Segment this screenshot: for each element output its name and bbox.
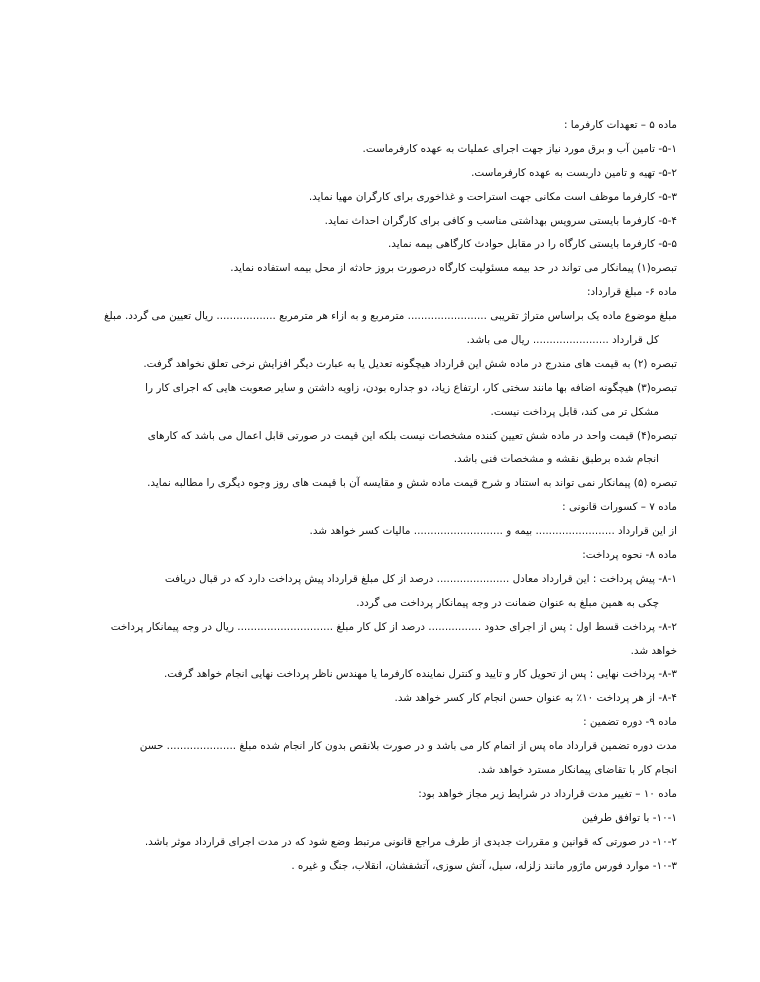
clause-10-2: ۱۰-۲- در صورتی که قوانین و مقررات جدیدی از طرف مراجع قانونی مرتبط وضع شود که در مدت اجرای قرارداد موثر باشد. (144, 835, 677, 848)
heading-article-5: ماده ۵ – تعهدات کارفرما : (564, 119, 677, 131)
contract-text (95, 114, 677, 879)
article-9-text-line-2: انجام کار با تقاضای پیمانکار مسترد خواهد شد. (477, 764, 677, 777)
clause-5-2: ۵-۲- تهیه و تامین داربست به عهده کارفرماست. (471, 166, 677, 179)
article-6-text-line-1: مبلغ موضوع ماده یک براساس متراژ تقریبی ........................ مترمربع و به ازاء هر مترمربع .................. ریال تعیین می گردد. مبلغ (104, 310, 677, 323)
clause-8-4: ۸-۴- از هر پرداخت ۱۰٪ به عنوان حسن انجام کار کسر خواهد شد. (394, 692, 677, 705)
note-4-line-1: تبصره(۴) قیمت واحد در ماده شش تعیین کننده مشخصات نیست بلکه این قیمت در صورتی قابل اعمال می باشد که کارهای (147, 429, 677, 442)
article-6-text-line-2: کل قرارداد ....................... ریال می باشد. (466, 334, 659, 347)
heading-article-6: ماده ۶- مبلغ قرارداد: (587, 286, 677, 299)
note-3-line-2: مشکل تر می کند، قابل پرداخت نیست. (490, 405, 659, 418)
clause-5-4: ۵-۴- کارفرما بایستی سرویس بهداشتی مناسب و کافی برای کارگران احداث نماید. (324, 214, 677, 227)
article-7-text: از این قرارداد ........................ بیمه و ........................... مالیات کسر خواهد شد. (309, 525, 677, 538)
heading-article-7: ماده ۷ – کسورات قانونی : (562, 501, 677, 514)
clause-8-1-line-2: چکی به همین مبلغ به عنوان ضمانت در وجه پیمانکار پرداخت می گردد. (356, 596, 659, 609)
note-1: تبصره(۱) پیمانکار می تواند در حد بیمه مسئولیت کارگاه درصورت بروز حادثه از محل بیمه استفاده نماید. (230, 262, 677, 275)
heading-article-9: ماده ۹- دوره تضمین : (583, 716, 677, 729)
clause-5-1: ۵-۱- تامین آب و برق مورد نیاز جهت اجرای عملیات به عهده کارفرماست. (362, 142, 677, 155)
clause-5-5: ۵-۵- کارفرما بایستی کارگاه را در مقابل حوادث کارگاهی بیمه نماید. (387, 238, 677, 251)
clause-10-3: ۱۰-۳- موارد فورس ماژور مانند زلزله، سیل، آتش سوزی، آتشفشان، انقلاب، جنگ و غیره . (291, 859, 677, 872)
clause-10-1: ۱۰-۱- با توافق طرفین (581, 811, 677, 824)
clause-8-2-line-1: ۸-۲- پرداخت قسط اول : پس از اجرای حدود ................ درصد از کل کار مبلغ ............................. ریال در وجه پیمانکار پرداخت (110, 620, 677, 633)
clause-8-2-line-2: خواهد شد. (630, 644, 677, 657)
note-3-line-1: تبصره(۳) هیچگونه اضافه بها مانند سختی کار، ارتفاع زیاد، دو جداره بودن، زاویه داشتن و سایر صعوبت هایی که اجرای کار را (145, 381, 677, 394)
clause-5-3: ۵-۳- کارفرما موظف است مکانی جهت استراحت و غذاخوری برای کارگران مهیا نماید. (308, 190, 677, 203)
note-5: تبصره (۵) پیمانکار نمی تواند به استناد و شرح قیمت ماده شش و مقایسه آن با قیمت های روز وجوه دیگری را مطالبه نماید. (147, 477, 677, 490)
article-9-text-line-1: مدت دوره تضمین قرارداد ماه پس از اتمام کار می باشد و در صورت بلانقص بدون کار انجام شده مبلغ ..................... حسن (139, 740, 677, 753)
clause-8-3: ۸-۳- پرداخت نهایی : پس از تحویل کار و تایید و کنترل نماینده کارفرما یا مهندس ناظر پرداخت نهایی انجام خواهد گرفت. (164, 668, 677, 681)
note-4-line-2: انجام شده برطبق نقشه و مشخصات فنی باشد. (453, 453, 659, 466)
heading-article-8: ماده ۸- نحوه پرداخت: (582, 549, 677, 562)
heading-article-10: ماده ۱۰ – تغییر مدت قرارداد در شرایط زیر مجاز خواهد بود: (418, 787, 677, 800)
clause-8-1-line-1: ۸-۱- پیش پرداخت : این قرارداد معادل ...................... درصد از کل مبلغ قرارداد پیش پرداخت دارد که در قبال دریافت (164, 572, 677, 585)
note-2: تبصره (۲) به قیمت های مندرج در ماده شش این قرارداد هیچگونه تعدیل یا به عبارت دیگر افزایش نرخی تعلق نخواهد گرفت. (143, 357, 677, 370)
